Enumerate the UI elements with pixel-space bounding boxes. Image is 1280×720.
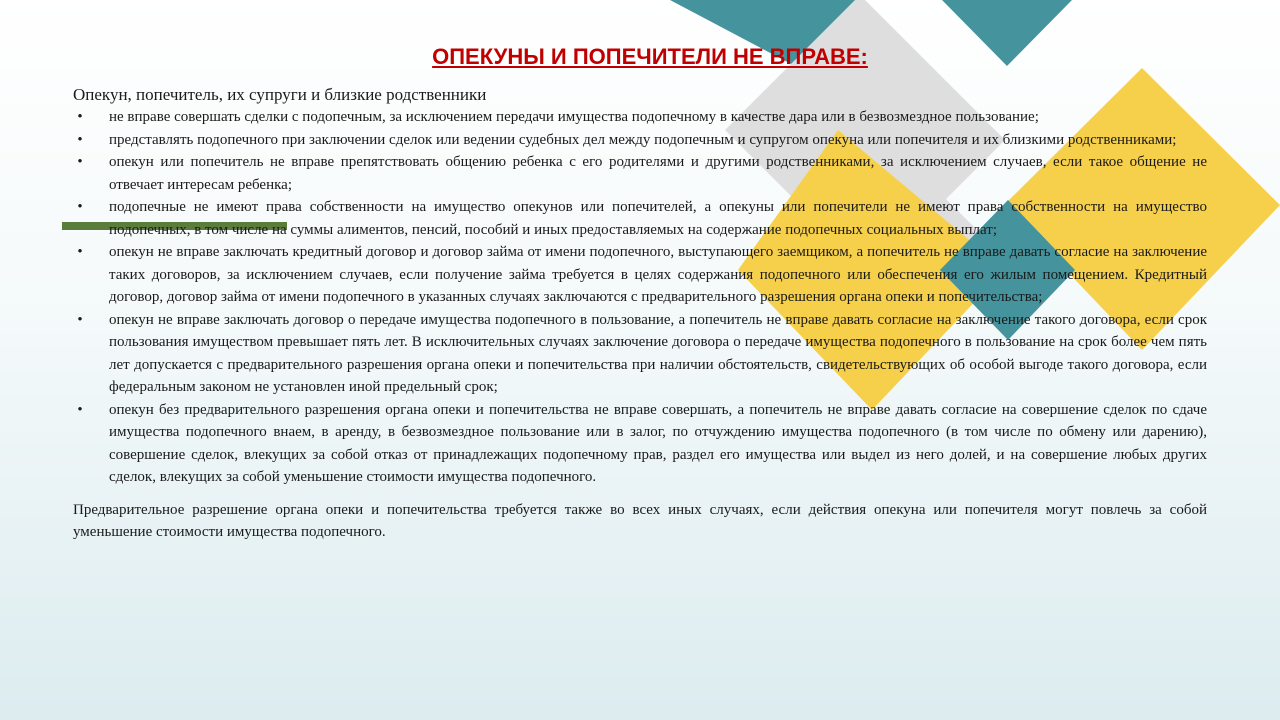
list-item <box>73 106 1207 129</box>
list-item <box>73 196 1207 241</box>
list-item <box>73 399 1207 489</box>
list-item-text: опекун или попечитель не вправе препятствовать общению ребенка с его родителями и другими родственниками, за исключением случаев, если такое общение не отвечает интересам ребенка; <box>109 154 1207 193</box>
list-item <box>73 309 1207 399</box>
bullet-icon: • <box>77 401 83 418</box>
bullet-icon: • <box>77 199 83 215</box>
bullet-icon: • <box>77 244 83 260</box>
bullet-icon: • <box>77 109 83 125</box>
bullet-icon: • <box>77 311 83 328</box>
list-item-text: подопечные не имеют права собственности на имущество опекунов или попечителей, а опекуны или попечители не имеют права собственности на имущество подопечных, в том числе на суммы алиментов, пенсий, пособий и иных предоставляемых на содержание подопечных социальных выплат; <box>109 199 1207 238</box>
list-item <box>73 241 1207 309</box>
list-item <box>73 129 1207 152</box>
list-item-text: опекун без предварительного разрешения органа опеки и попечительства не вправе совершать, а попечитель не вправе давать согласие на совершение сделок по сдаче имущества подопечного внаем, в аренду, в безвозмездное пользование или в залог, по отчуждению имущества подопечного (в том числе по обмену или дарению), совершение сделок, влекущих за собой отказ от принадлежащих подопечному прав, раздел его имущества или выдел из него долей, и на совершение любых других сделок, влекущих за собой уменьшение стоимости имущества подопечного. <box>109 401 1207 485</box>
list-item-text: не вправе совершать сделки с подопечным, за исключением передачи имущества подопечному в качестве дара или в безвозмездное пользование; <box>109 109 1039 125</box>
list-item-text: представлять подопечного при заключении сделок или ведении судебных дел между подопечным и супругом опекуна или попечителя и их близкими родственниками; <box>109 131 1177 148</box>
list-item-text: опекун не вправе заключать договор о передаче имущества подопечного в пользование, а попечитель не вправе давать согласие на заключение такого договора, если срок пользования имуществом превышает пять лет. В исключительных случаях заключение договора о передаче имущества подопечного в пользование на срок более чем пять лет допускается с предварительного разрешения органа опеки и попечительства при наличии обстоятельств, свидетельствующих об особой выгоде такого договора, если федеральным законом не установлен иной предельный срок; <box>109 311 1207 395</box>
bullet-icon: • <box>77 131 83 148</box>
closing-paragraph: Предварительное разрешение органа опеки и попечительства требуется также во всех иных случаях, если действия опекуна или попечителя могут повлечь за собой уменьшение стоимости имущества подопечного. <box>73 501 1207 540</box>
main-content <box>73 83 1207 544</box>
restrictions-list <box>73 106 1207 489</box>
page-title: ОПЕКУНЫ И ПОПЕЧИТЕЛИ НЕ ВПРАВЕ: <box>432 44 868 69</box>
list-item-text: опекун не вправе заключать кредитный договор и договор займа от имени подопечного, выступающего заемщиком, а попечитель не вправе давать согласие на заключение таких договоров, за исключением случаев, если получение займа требуется в целях содержания подопечного или обеспечения его жилым помещением. Кредитный договор, договор займа от имени подопечного в указанных случаях заключаются с предварительного разрешения органа опеки и попечительства; <box>109 244 1207 305</box>
bullet-icon: • <box>77 154 83 170</box>
intro-text: Опекун, попечитель, их супруги и близкие родственники <box>73 85 487 104</box>
list-item <box>73 151 1207 196</box>
